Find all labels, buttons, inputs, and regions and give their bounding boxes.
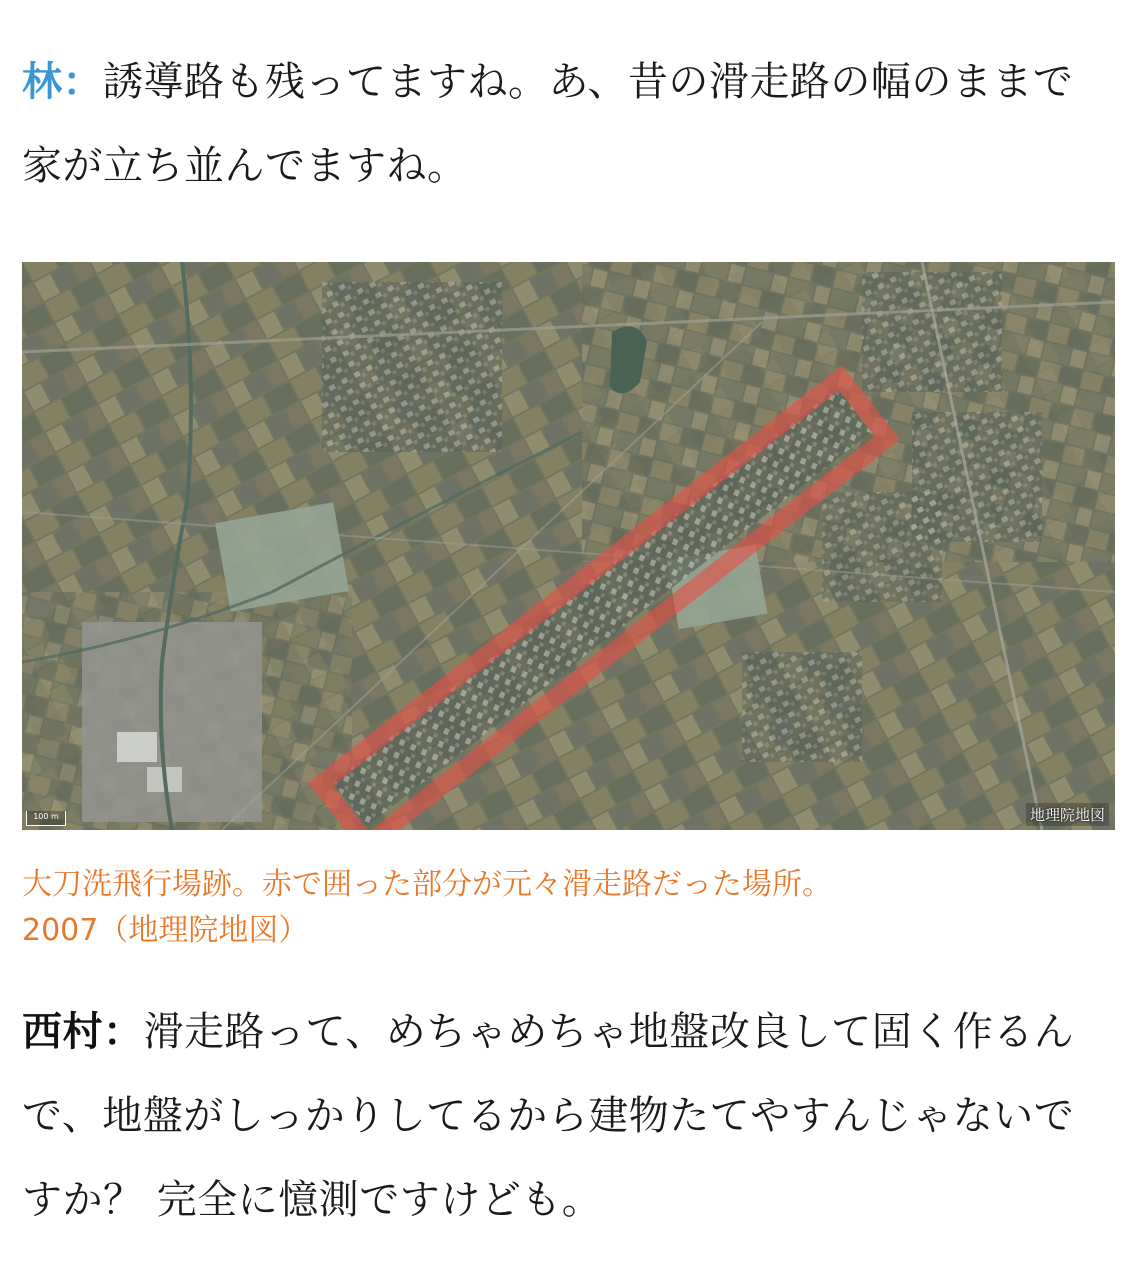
dialogue-hayashi: [22, 40, 1102, 208]
aerial-photo: [22, 262, 1115, 830]
caption-line-2: 2007（地理院地図）: [22, 913, 309, 948]
speaker-name-hayashi: 林：: [22, 59, 103, 105]
aerial-map-image: [22, 262, 1115, 830]
map-scale-bar: 100 m: [26, 811, 66, 826]
map-credit-label: 地理院地図: [1026, 803, 1109, 826]
figure-caption: [22, 862, 1102, 954]
caption-line-1: 大刀洗飛行場跡。赤で囲った部分が元々滑走路だった場所。: [22, 867, 832, 902]
speaker-name-nishimura: 西村：: [22, 1009, 144, 1055]
dialogue-text-hayashi: 誘導路も残ってますね。あ、昔の滑走路の幅のままで家が立ち並んでますね。: [22, 59, 1074, 189]
dialogue-text-nishimura: 滑走路って、めちゃめちゃ地盤改良して固く作るんで、地盤がしっかりしてるから建物たてやすんじゃないですか？ 完全に憶測ですけども。: [22, 1009, 1075, 1223]
dialogue-nishimura: [22, 990, 1102, 1242]
